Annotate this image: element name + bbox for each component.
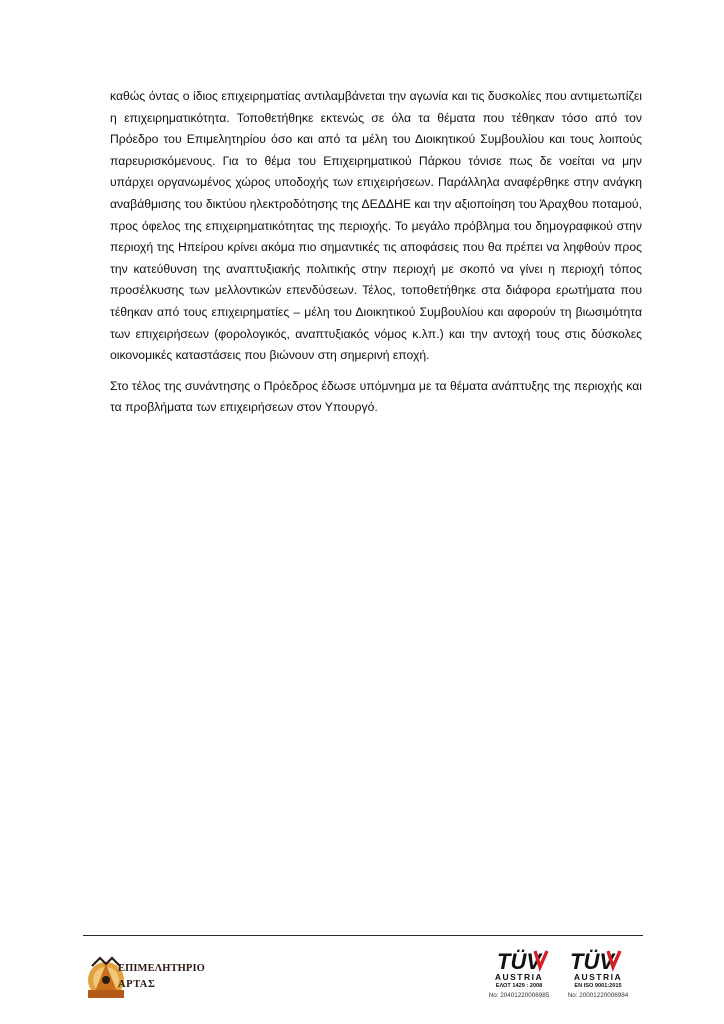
tuv-austria-logo-icon	[562, 948, 634, 972]
logo-subtitle: ΑΡΤΑΣ	[118, 979, 156, 990]
cert-standard: ΕΛΟΤ 1429 : 2008	[495, 983, 543, 989]
tuv-austria-logo-icon	[483, 948, 555, 972]
certification-badge	[562, 948, 634, 1012]
cert-number: No: 20001220006984	[567, 992, 629, 999]
body-paragraph: Στο τέλος της συνάντησης ο Πρόεδρος έδωσε υπόμνημα με τα θέματα ανάπτυξης της περιοχής και τα προβλήματα των επιχειρήσεων στον Υπουργό.	[110, 378, 642, 415]
cert-number: No: 20401220006985	[488, 992, 550, 999]
cert-country: AUSTRIA	[494, 972, 544, 982]
certification-badge	[483, 948, 555, 1012]
cert-brand-text: TÜV	[570, 949, 614, 972]
footer-divider	[83, 935, 643, 936]
chamber-logo	[86, 950, 205, 1006]
cert-brand-text: TÜV	[497, 949, 541, 972]
document-body	[110, 86, 642, 428]
cert-standard: EN ISO 9001:2015	[574, 983, 622, 989]
cert-country: AUSTRIA	[573, 972, 623, 982]
body-paragraph: καθώς όντας ο ίδιος επιχειρηματίας αντιλαμβάνεται την αγωνία και τις δυσκολίες που αντιμετωπίζει η επιχειρηματικότητα. Τοποθετήθηκε εκτενώς σε όλα τα θέματα που τέθηκαν τόσο από τον Πρόεδρο του Επιμελητηρίου όσο και από τα μέλη του Διοικητικού Συμβουλίου και τους λοιπούς παρευρισκόμενους. Για το θέμα του Επιχειρηματικού Πάρκου τόνισε πως δε νοείται να μην υπάρχει οργανωμένος χώρος υποδοχής των επιχειρήσεων. Παράλληλα αναφέρθηκε στην ανάγκη αναβάθμισης του δικτύου ηλεκτροδότησης της ΔΕΔΔΗΕ και την αξιοποίηση του Άραχθου ποταμού, προς όφελος της επιχειρηματικότητας της περιοχής. Το μεγάλο πρόβλημα του δημογραφικού στην περιοχή της Ηπείρου κρίνει ακόμα πιο σημαντικές τις αποφάσεις που θα πρέπει να ληφθούν προς την κατεύθυνση της αναπτυξιακής πολιτικής στην περιοχή με σκοπό να γίνει η περιοχή τόπος προσέλκυσης των μελλοντικών επενδύσεων. Τέλος, τοποθετήθηκε στα διάφορα ερωτήματα που τέθηκαν από τους επιχειρηματίες – μέλη του Διοικητικού Συμβουλίου και αφορούν τη βιωσιμότητα των επιχειρήσεων (φορολογικός, αναπτυξιακός νόμος κ.λπ.) και την αντοχή τους στις δύσκολες οικονομικές καταστάσεις που βιώνουν στη σημερινή εποχή.	[110, 89, 642, 363]
logo-title: ΕΠΙΜΕΛΗΤΗΡΙΟ	[118, 963, 205, 974]
chamber-emblem-icon	[86, 950, 126, 1002]
